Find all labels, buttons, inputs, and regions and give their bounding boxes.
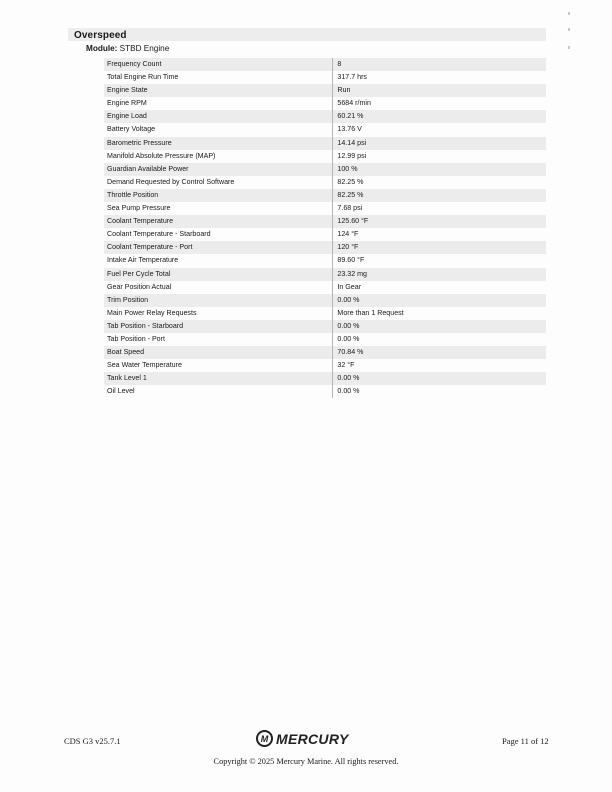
- table-row: [104, 333, 546, 346]
- parameter-value: 0.00 %: [332, 385, 546, 398]
- parameter-label: Battery Voltage: [107, 125, 156, 134]
- table-row: [104, 385, 546, 398]
- parameter-value: 60.21 %: [332, 110, 546, 123]
- scan-artifact: [568, 46, 570, 49]
- parameter-label: Fuel Per Cycle Total: [107, 269, 171, 278]
- table-row: [104, 268, 546, 281]
- parameter-label: Coolant Temperature - Port: [107, 243, 193, 252]
- parameter-value: 100 %: [332, 163, 546, 176]
- table-row: [104, 254, 546, 267]
- scan-artifact: [568, 12, 570, 15]
- parameter-label: Sea Water Temperature: [107, 361, 182, 370]
- parameter-value: 7.68 psi: [332, 202, 546, 215]
- parameter-label: Coolant Temperature - Starboard: [107, 230, 211, 239]
- parameter-label: Tank Level 1: [107, 374, 147, 383]
- module-name: STBD Engine: [119, 44, 170, 53]
- parameter-label: Demand Requested by Control Software: [107, 177, 235, 186]
- table-row: [104, 320, 546, 333]
- parameter-label: Frequency Count: [107, 60, 162, 68]
- table-row: [104, 189, 546, 202]
- parameter-value: 0.00 %: [332, 294, 546, 307]
- module-label: Module:: [86, 44, 118, 53]
- parameter-value: 82.25 %: [332, 189, 546, 202]
- parameter-label: Sea Pump Pressure: [107, 204, 171, 213]
- copyright-notice: Copyright © 2025 Mercury Marine. All rights reserved.: [213, 757, 399, 766]
- mercury-logo: [256, 730, 349, 747]
- table-row: [104, 294, 546, 307]
- parameter-value: 120 °F: [332, 241, 546, 254]
- table-row: [104, 202, 546, 215]
- section-header-band: [68, 28, 546, 41]
- table-row: [104, 97, 546, 110]
- software-version: CDS G3 v25.7.1: [64, 736, 121, 746]
- mercury-logo-text: MERCURY: [276, 730, 349, 747]
- parameter-label: Boat Speed: [107, 348, 145, 357]
- parameter-label: Throttle Position: [107, 190, 159, 199]
- parameter-value: 8: [332, 58, 546, 71]
- parameter-value: 124 °F: [332, 228, 546, 241]
- parameter-value: 13.76 V: [332, 123, 546, 136]
- module-line: [86, 44, 169, 53]
- parameter-label: Guardian Available Power: [107, 164, 189, 173]
- parameter-label: Engine RPM: [107, 99, 147, 108]
- table-row: [104, 346, 546, 359]
- parameter-label: Gear Position Actual: [107, 282, 172, 291]
- mercury-logo-icon: M: [256, 730, 273, 747]
- table-row: [104, 228, 546, 241]
- section-title: Overspeed: [74, 30, 127, 41]
- table-row: [104, 123, 546, 136]
- parameter-label: Trim Position: [107, 295, 149, 304]
- table-row: [104, 241, 546, 254]
- parameter-value: More than 1 Request: [332, 307, 546, 320]
- parameter-value: 317.7 hrs: [332, 71, 546, 84]
- parameter-label: Tab Position - Port: [107, 334, 165, 343]
- table-row: [104, 137, 546, 150]
- table-row: [104, 215, 546, 228]
- parameter-value: 0.00 %: [332, 333, 546, 346]
- parameter-label: Main Power Relay Requests: [107, 308, 197, 317]
- parameter-label: Engine State: [107, 86, 148, 95]
- parameter-label: Oil Level: [107, 387, 135, 396]
- parameter-label: Intake Air Temperature: [107, 256, 179, 265]
- parameter-value: 23.32 mg: [332, 268, 546, 281]
- table-row: [104, 163, 546, 176]
- parameter-label: Engine Load: [107, 112, 147, 121]
- table-row: [104, 176, 546, 189]
- table-row: [104, 71, 546, 84]
- parameter-value: In Gear: [332, 281, 546, 294]
- parameter-value: 125.60 °F: [332, 215, 546, 228]
- table-row: [104, 150, 546, 163]
- parameter-value: 0.00 %: [332, 372, 546, 385]
- table-row: [104, 84, 546, 97]
- parameter-label: Coolant Temperature: [107, 217, 174, 226]
- scan-artifact: [568, 28, 570, 31]
- parameter-value: 12.99 psi: [332, 150, 546, 163]
- table-row: [104, 281, 546, 294]
- parameter-value: 0.00 %: [332, 320, 546, 333]
- table-row: [104, 359, 546, 372]
- parameter-value: 82.25 %: [332, 176, 546, 189]
- parameter-label: Tab Position - Starboard: [107, 321, 184, 330]
- parameter-value: 70.84 %: [332, 346, 546, 359]
- parameter-value: 89.60 °F: [332, 254, 546, 267]
- parameter-label: Total Engine Run Time: [107, 73, 179, 82]
- parameter-table: [104, 58, 546, 398]
- parameter-value: 32 °F: [332, 359, 546, 372]
- page-number: Page 11 of 12: [502, 736, 549, 746]
- parameter-label: Barometric Pressure: [107, 138, 172, 147]
- table-row: [104, 110, 546, 123]
- parameter-value: 5684 r/min: [332, 97, 546, 110]
- parameter-label: Manifold Absolute Pressure (MAP): [107, 151, 216, 160]
- table-row: [104, 307, 546, 320]
- table-row: [104, 372, 546, 385]
- table-row: [104, 58, 546, 71]
- parameter-value: 14.14 psi: [332, 137, 546, 150]
- parameter-value: Run: [332, 84, 546, 97]
